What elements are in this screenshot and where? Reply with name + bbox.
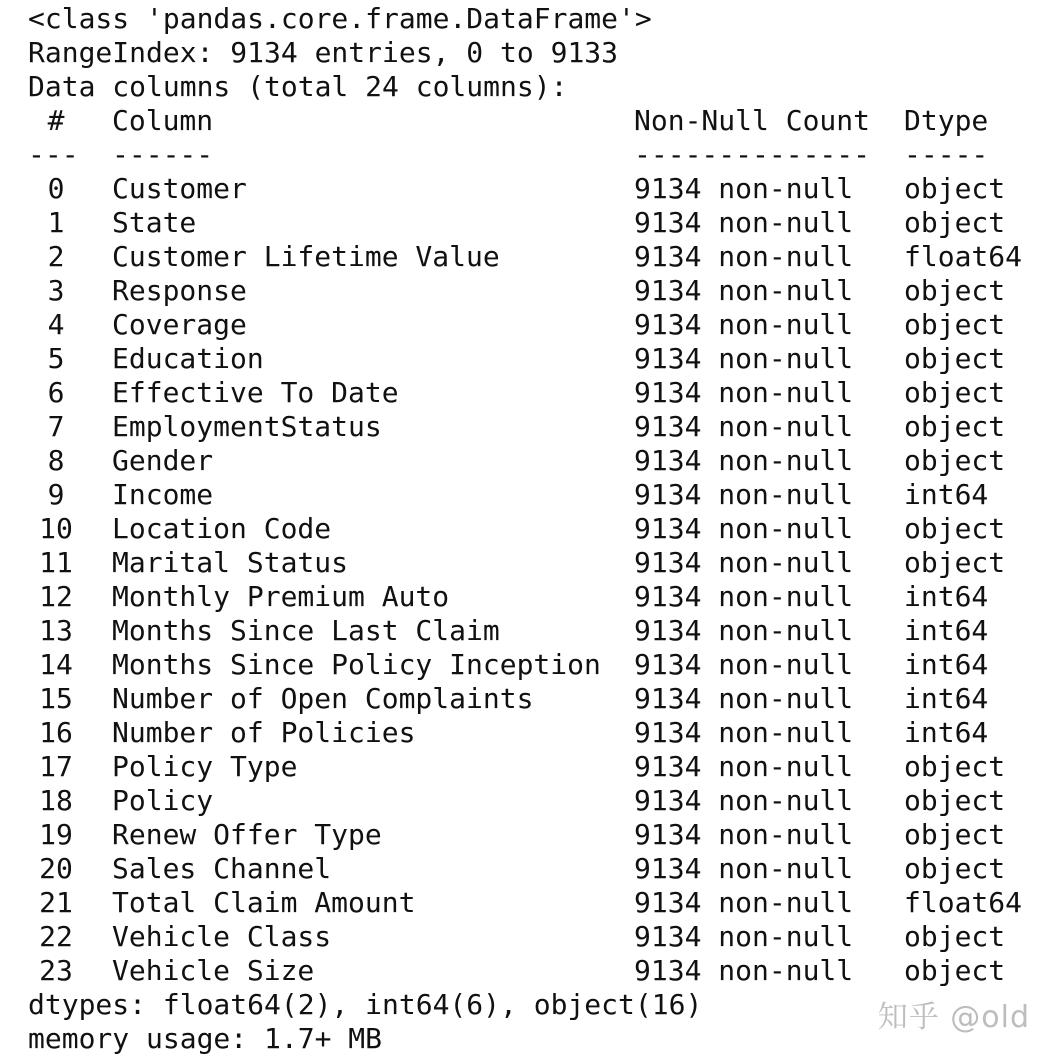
row-dtype: object bbox=[904, 342, 1006, 375]
table-row bbox=[28, 716, 1048, 750]
table-row bbox=[28, 342, 1048, 376]
row-non-null-count: 9134 non-null bbox=[634, 954, 854, 987]
table-row bbox=[28, 172, 1048, 206]
header-index: # bbox=[47, 104, 65, 137]
row-dtype: object bbox=[904, 852, 1006, 885]
dtypes-summary: dtypes: float64(2), int64(6), object(16) bbox=[28, 988, 703, 1021]
row-dtype: int64 bbox=[904, 648, 989, 681]
row-index: 11 bbox=[39, 546, 73, 579]
row-non-null-count: 9134 non-null bbox=[634, 580, 854, 613]
table-row bbox=[28, 818, 1048, 852]
row-dtype: int64 bbox=[904, 478, 989, 511]
row-non-null-count: 9134 non-null bbox=[634, 376, 854, 409]
row-non-null-count: 9134 non-null bbox=[634, 818, 854, 851]
row-index: 23 bbox=[39, 954, 73, 987]
row-index: 2 bbox=[47, 240, 65, 273]
row-index: 7 bbox=[47, 410, 65, 443]
row-column-name: Coverage bbox=[112, 308, 247, 341]
table-row bbox=[28, 410, 1048, 444]
row-dtype: object bbox=[904, 410, 1006, 443]
row-column-name: State bbox=[112, 206, 197, 239]
table-row bbox=[28, 852, 1048, 886]
row-non-null-count: 9134 non-null bbox=[634, 716, 854, 749]
row-dtype: object bbox=[904, 444, 1006, 477]
row-dtype: int64 bbox=[904, 614, 989, 647]
row-non-null-count: 9134 non-null bbox=[634, 784, 854, 817]
row-index: 21 bbox=[39, 886, 73, 919]
row-non-null-count: 9134 non-null bbox=[634, 308, 854, 341]
row-non-null-count: 9134 non-null bbox=[634, 478, 854, 511]
row-dtype: object bbox=[904, 274, 1006, 307]
row-non-null-count: 9134 non-null bbox=[634, 648, 854, 681]
row-index: 16 bbox=[39, 716, 73, 749]
row-column-name: Policy Type bbox=[112, 750, 298, 783]
table-row bbox=[28, 886, 1048, 920]
row-index: 9 bbox=[47, 478, 65, 511]
row-non-null-count: 9134 non-null bbox=[634, 206, 854, 239]
row-column-name: Months Since Policy Inception bbox=[112, 648, 601, 681]
table-header-row bbox=[28, 104, 1048, 138]
row-index: 4 bbox=[47, 308, 65, 341]
row-column-name: Gender bbox=[112, 444, 214, 477]
row-column-name: Renew Offer Type bbox=[112, 818, 382, 851]
row-column-name: Policy bbox=[112, 784, 214, 817]
watermark-logo: 知乎 @old bbox=[877, 1000, 1030, 1035]
row-non-null-count: 9134 non-null bbox=[634, 172, 854, 205]
table-separator-row bbox=[28, 138, 1048, 172]
row-column-name: Customer bbox=[112, 172, 247, 205]
row-index: 22 bbox=[39, 920, 73, 953]
table-row bbox=[28, 784, 1048, 818]
row-non-null-count: 9134 non-null bbox=[634, 240, 854, 273]
table-row bbox=[28, 308, 1048, 342]
row-index: 15 bbox=[39, 682, 73, 715]
table-row bbox=[28, 750, 1048, 784]
row-column-name: EmploymentStatus bbox=[112, 410, 382, 443]
row-column-name: Customer Lifetime Value bbox=[112, 240, 500, 273]
row-dtype: int64 bbox=[904, 716, 989, 749]
row-dtype: object bbox=[904, 206, 1006, 239]
row-dtype: float64 bbox=[904, 886, 1023, 919]
separator-count: -------------- bbox=[634, 138, 871, 171]
row-index: 3 bbox=[47, 274, 65, 307]
header-column: Column bbox=[112, 104, 214, 137]
row-non-null-count: 9134 non-null bbox=[634, 852, 854, 885]
data-columns-line: Data columns (total 24 columns): bbox=[28, 70, 568, 103]
row-non-null-count: 9134 non-null bbox=[634, 512, 854, 545]
row-non-null-count: 9134 non-null bbox=[634, 920, 854, 953]
separator-dtype: ----- bbox=[904, 138, 989, 171]
row-index: 0 bbox=[47, 172, 65, 205]
table-row bbox=[28, 546, 1048, 580]
row-column-name: Marital Status bbox=[112, 546, 349, 579]
table-row bbox=[28, 512, 1048, 546]
row-index: 1 bbox=[47, 206, 65, 239]
separator-column: ------ bbox=[112, 138, 214, 171]
table-row bbox=[28, 580, 1048, 614]
row-dtype: float64 bbox=[904, 240, 1023, 273]
table-row bbox=[28, 274, 1048, 308]
table-body bbox=[28, 172, 1048, 988]
table-row bbox=[28, 682, 1048, 716]
row-non-null-count: 9134 non-null bbox=[634, 682, 854, 715]
row-column-name: Number of Policies bbox=[112, 716, 416, 749]
row-index: 13 bbox=[39, 614, 73, 647]
row-dtype: object bbox=[904, 546, 1006, 579]
memory-usage: memory usage: 1.7+ MB bbox=[28, 1022, 383, 1055]
table-row bbox=[28, 478, 1048, 512]
range-index-line: RangeIndex: 9134 entries, 0 to 9133 bbox=[28, 36, 619, 69]
row-dtype: object bbox=[904, 512, 1006, 545]
dataframe-info-output bbox=[28, 2, 1048, 1056]
row-index: 20 bbox=[39, 852, 73, 885]
row-index: 12 bbox=[39, 580, 73, 613]
row-non-null-count: 9134 non-null bbox=[634, 410, 854, 443]
row-index: 19 bbox=[39, 818, 73, 851]
row-column-name: Monthly Premium Auto bbox=[112, 580, 450, 613]
row-index: 5 bbox=[47, 342, 65, 375]
row-non-null-count: 9134 non-null bbox=[634, 886, 854, 919]
row-index: 17 bbox=[39, 750, 73, 783]
row-non-null-count: 9134 non-null bbox=[634, 274, 854, 307]
row-dtype: object bbox=[904, 954, 1006, 987]
row-column-name: Income bbox=[112, 478, 214, 511]
row-index: 8 bbox=[47, 444, 65, 477]
table-row bbox=[28, 648, 1048, 682]
row-dtype: object bbox=[904, 376, 1006, 409]
row-index: 18 bbox=[39, 784, 73, 817]
separator-index: --- bbox=[28, 138, 79, 171]
row-dtype: int64 bbox=[904, 682, 989, 715]
row-index: 10 bbox=[39, 512, 73, 545]
table-row bbox=[28, 614, 1048, 648]
row-column-name: Vehicle Size bbox=[112, 954, 315, 987]
row-dtype: object bbox=[904, 172, 1006, 205]
row-non-null-count: 9134 non-null bbox=[634, 750, 854, 783]
row-non-null-count: 9134 non-null bbox=[634, 546, 854, 579]
table-row bbox=[28, 954, 1048, 988]
row-column-name: Location Code bbox=[112, 512, 332, 545]
row-column-name: Vehicle Class bbox=[112, 920, 332, 953]
table-row bbox=[28, 920, 1048, 954]
row-column-name: Effective To Date bbox=[112, 376, 399, 409]
row-column-name: Sales Channel bbox=[112, 852, 332, 885]
table-row bbox=[28, 240, 1048, 274]
row-column-name: Months Since Last Claim bbox=[112, 614, 500, 647]
class-line: <class 'pandas.core.frame.DataFrame'> bbox=[28, 2, 652, 35]
row-non-null-count: 9134 non-null bbox=[634, 614, 854, 647]
row-column-name: Number of Open Complaints bbox=[112, 682, 534, 715]
table-row bbox=[28, 376, 1048, 410]
row-dtype: int64 bbox=[904, 580, 989, 613]
table-row bbox=[28, 444, 1048, 478]
row-non-null-count: 9134 non-null bbox=[634, 342, 854, 375]
row-dtype: object bbox=[904, 818, 1006, 851]
row-column-name: Total Claim Amount bbox=[112, 886, 416, 919]
row-dtype: object bbox=[904, 920, 1006, 953]
header-dtype: Dtype bbox=[904, 104, 989, 137]
row-index: 6 bbox=[47, 376, 65, 409]
row-column-name: Response bbox=[112, 274, 247, 307]
row-non-null-count: 9134 non-null bbox=[634, 444, 854, 477]
row-column-name: Education bbox=[112, 342, 264, 375]
table-row bbox=[28, 206, 1048, 240]
row-dtype: object bbox=[904, 308, 1006, 341]
header-count: Non-Null Count bbox=[634, 104, 871, 137]
row-dtype: object bbox=[904, 784, 1006, 817]
row-index: 14 bbox=[39, 648, 73, 681]
row-dtype: object bbox=[904, 750, 1006, 783]
